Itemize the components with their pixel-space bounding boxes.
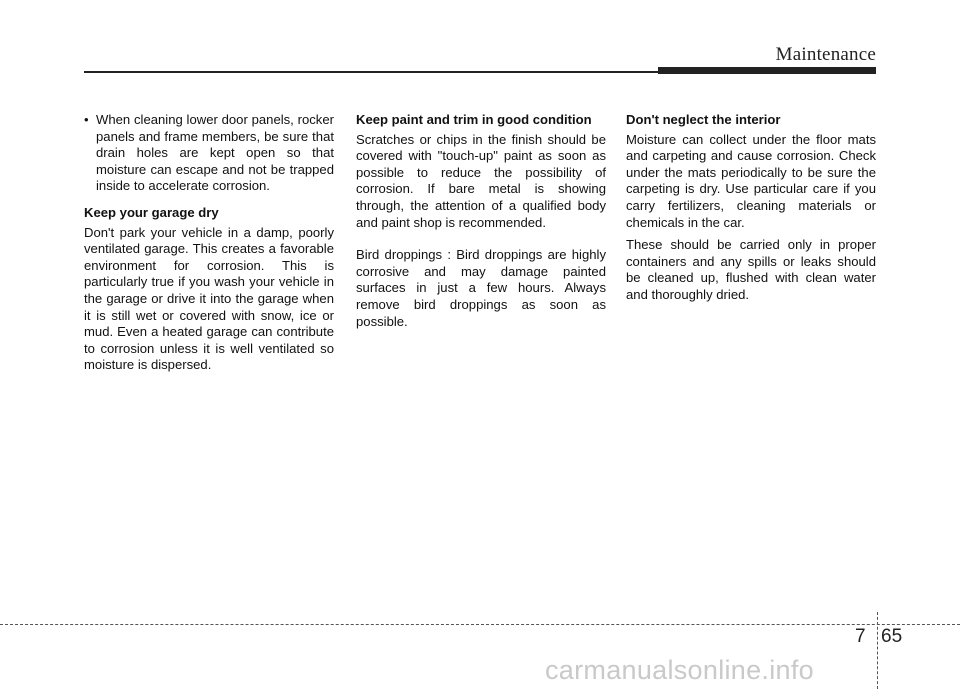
column-2 [356, 112, 606, 338]
watermark: carmanualsonline.info [545, 655, 814, 685]
heading-garage: Keep your garage dry [84, 204, 219, 220]
paragraph-paint: Scratches or chips in the finish should be covered with "touch-up" paint as soon as possible to reduce the possibility of corrosion. If bare metal is showing through, the attention of a qualified body and paint shop is recommended. [356, 131, 606, 230]
paragraph-garage: Don't park your vehicle in a damp, poorly ventilated garage. This creates a favorable environment for corrosion. This is particularly true if you wash your vehicle in the garage or drive it into the garage when it is still wet or covered with snow, ice or mud. Even a heated garage can contribute to corrosion unless it is well ventilated so moisture is dispersed. [84, 224, 334, 373]
header-rule-bar [658, 67, 876, 74]
bullet-text: When cleaning lower door panels, rocker panels and frame members, be sure that drain holes are kept open so that moisture can escape and not be trapped inside to accelerate corrosion. [96, 112, 334, 194]
heading-interior: Don't neglect the interior [626, 112, 781, 127]
list-item [84, 112, 334, 195]
header-rule [84, 71, 658, 73]
footer-divider [877, 612, 878, 689]
section-title: Maintenance [775, 44, 876, 65]
chapter-number: 7 [855, 626, 866, 647]
paragraph-bird-droppings: Bird droppings : Bird droppings are highly corrosive and may damage painted surfaces in just a few hours. Always remove bird droppings as soon as possible. [356, 247, 606, 329]
column-3 [626, 112, 876, 312]
heading-paint: Keep paint and trim in good condition [356, 112, 592, 127]
paragraph-interior: Moisture can collect under the floor mats and carpeting and cause corrosion. Check under the mats periodically to be sure the carpeting is dry. Use particular care if you carry fertilizers, cleaning materials or chemicals in the car. [626, 131, 876, 230]
page-number: 65 [881, 626, 903, 647]
footer-rule [0, 624, 960, 625]
bullet-icon: • [84, 112, 89, 127]
paragraph-spills: These should be carried only in proper containers and any spills or leaks should be cleaned up, flushed with clean water and thoroughly dried. [626, 237, 876, 302]
column-1 [84, 112, 334, 382]
